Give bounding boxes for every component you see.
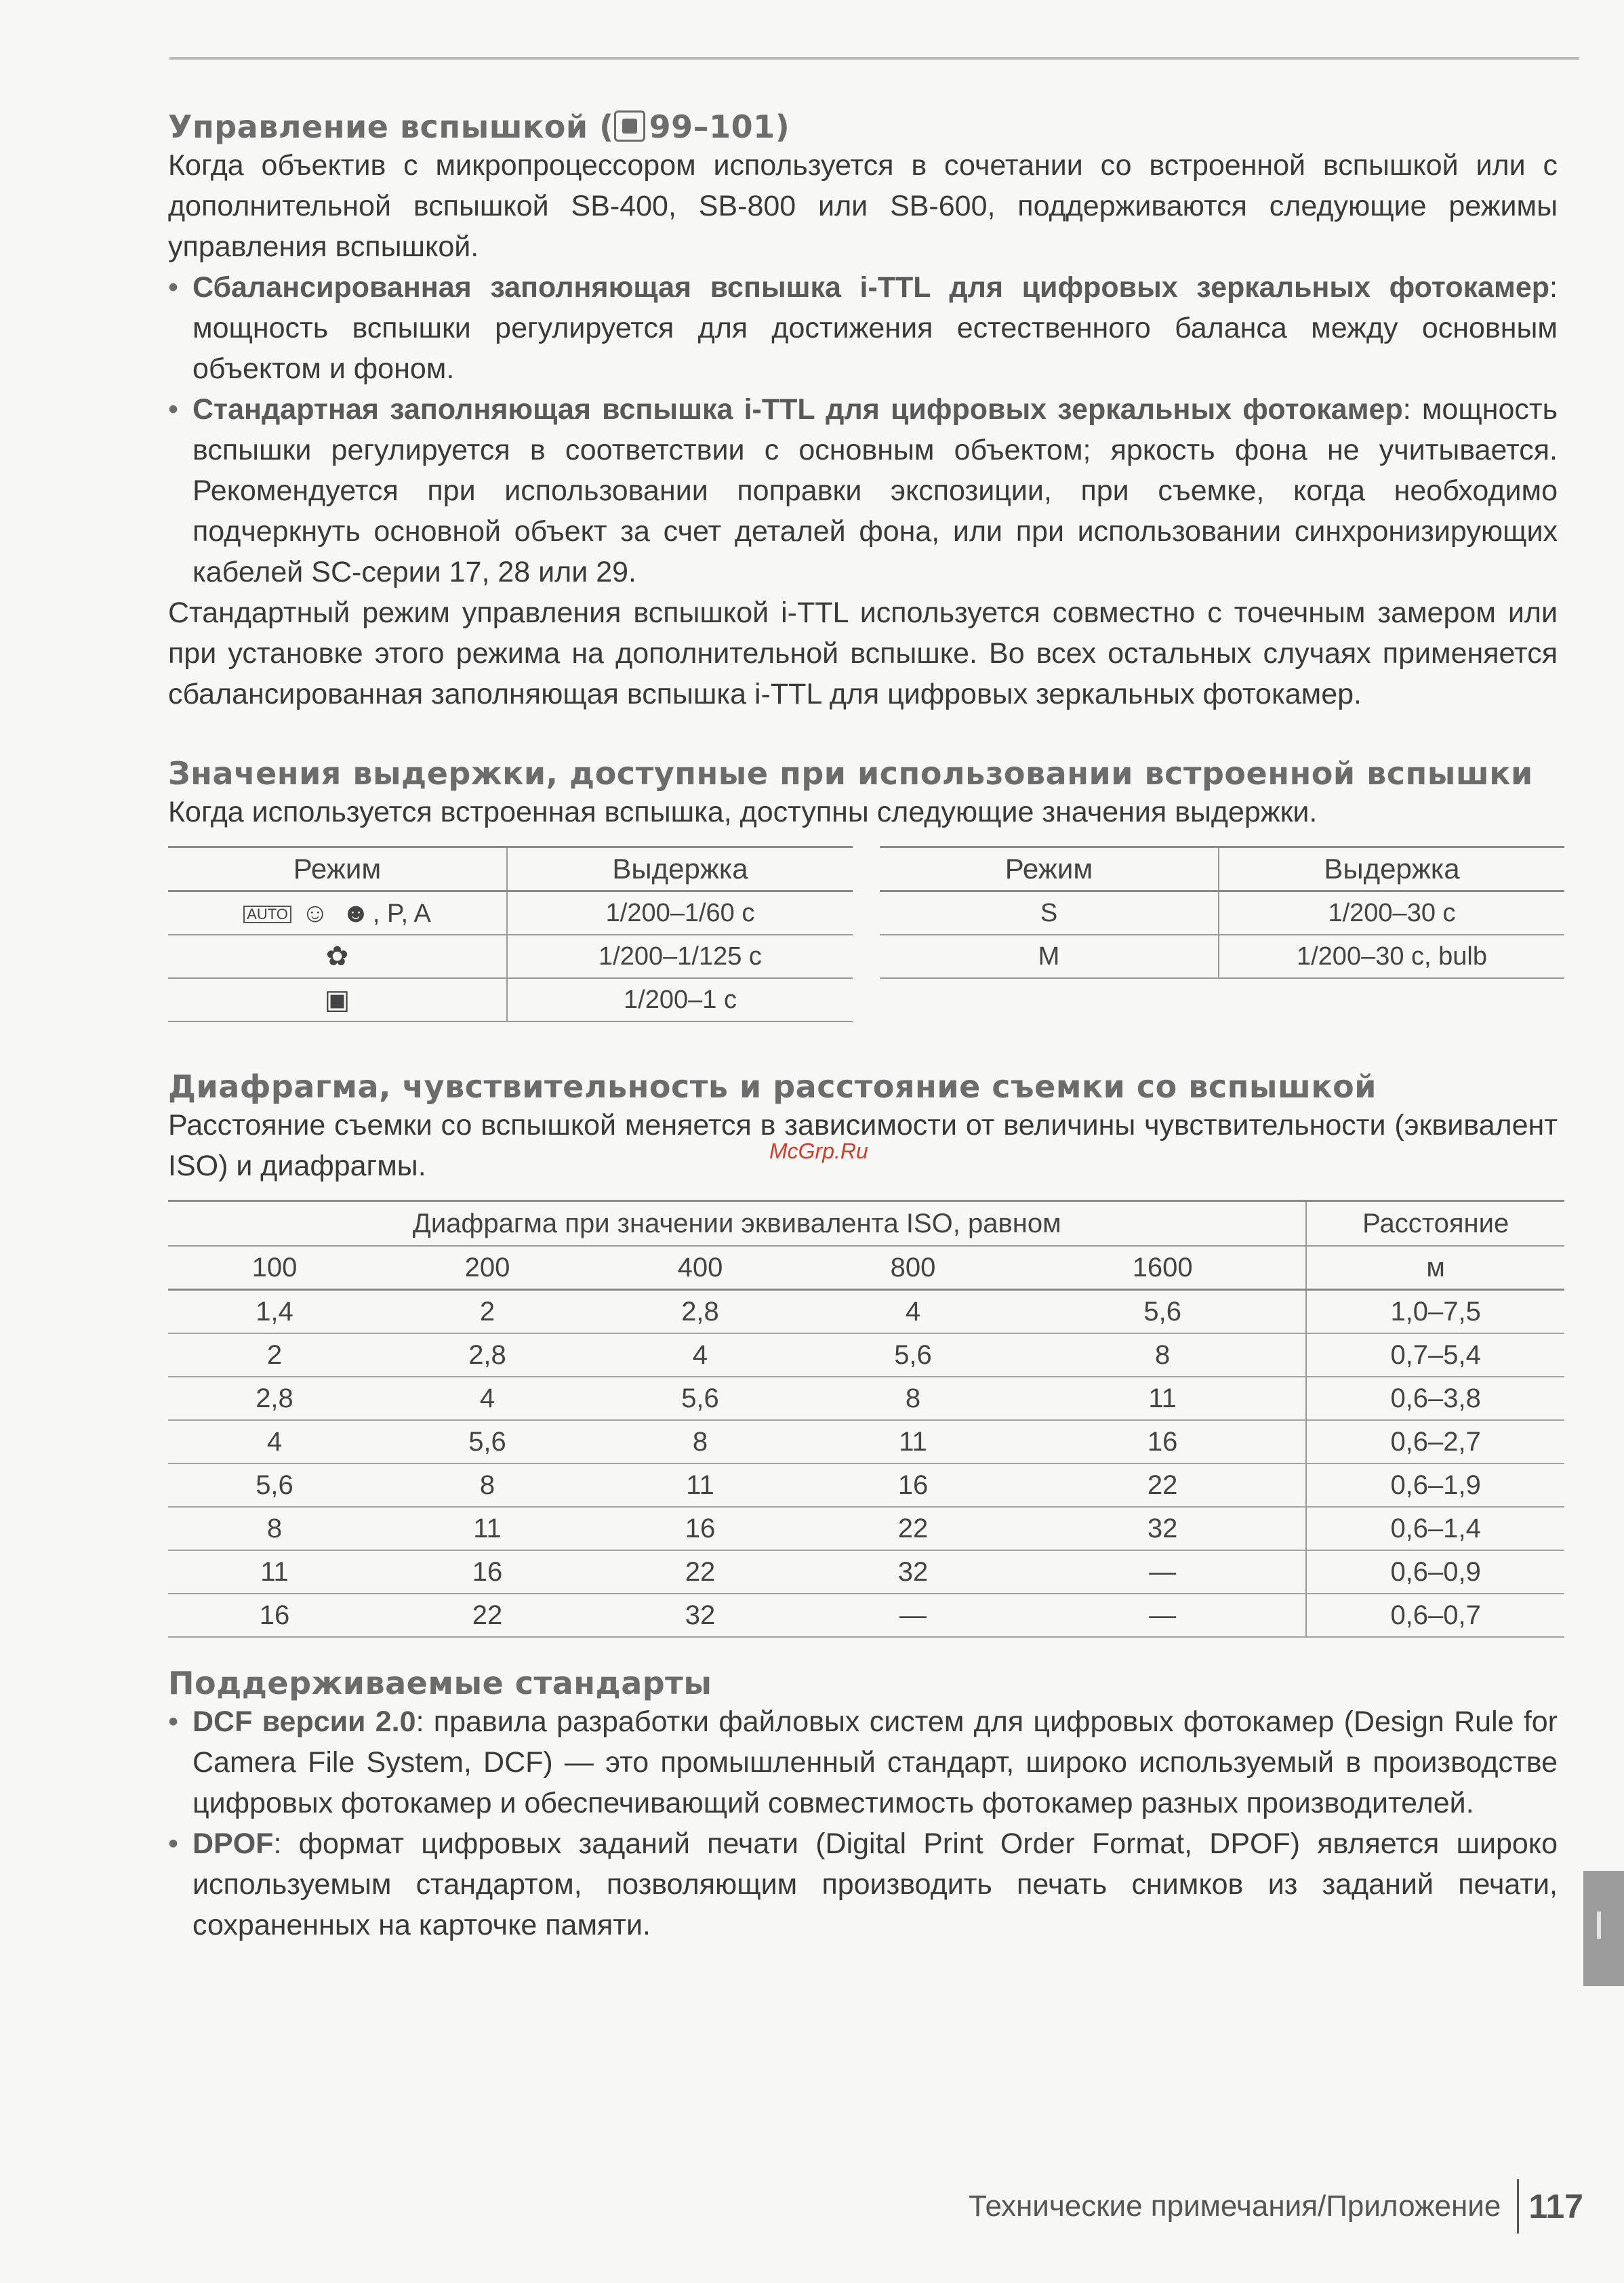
aperture-cell: 16 — [381, 1550, 594, 1594]
table-row — [168, 1550, 1564, 1594]
reference-icon — [614, 110, 645, 142]
list-item: • DPOF: формат цифровых заданий печати (Digital Print Order Format, DPOF) является широко используемым стандартом, позволяющим производить печать снимков из заданий печати, сохраненных на карточке памяти. — [168, 1823, 1558, 1945]
table-row: M 1/200–30 с, bulb — [880, 935, 1564, 978]
aperture-cell: — — [807, 1594, 1019, 1637]
aperture-cell: 16 — [1019, 1420, 1306, 1463]
aperture-cell: 5,6 — [168, 1463, 381, 1507]
table-row — [168, 1463, 1564, 1507]
watermark: McGrp.Ru — [769, 1139, 868, 1163]
shutter-table-left — [168, 846, 853, 1022]
child-mode-icon: ☻ — [341, 897, 370, 928]
aperture-cell: 16 — [594, 1507, 807, 1550]
table-row: ▣ 1/200–1 с — [168, 978, 853, 1022]
aperture-cell: 2 — [381, 1290, 594, 1334]
aperture-cell: 8 — [168, 1507, 381, 1550]
distance-cell: 0,6–3,8 — [1306, 1377, 1564, 1420]
aperture-cell: 5,6 — [1019, 1290, 1306, 1334]
aperture-cell: 4 — [807, 1290, 1019, 1334]
aperture-cell: 11 — [594, 1463, 807, 1507]
aperture-cell: — — [1019, 1550, 1306, 1594]
shutter-speed-intro: Когда используется встроенная вспышка, доступны следующие значения выдержки. — [168, 796, 1318, 828]
aperture-cell: 32 — [594, 1594, 807, 1637]
col-header-mode: Режим — [168, 847, 507, 891]
col-header-shutter: Выдержка — [1219, 847, 1564, 891]
page-number: 117 — [1528, 2187, 1583, 2225]
chapter-tab — [1583, 1871, 1624, 1986]
aperture-cell: 8 — [381, 1463, 594, 1507]
page-content — [168, 108, 1558, 1945]
list-item: • Стандартная заполняющая вспышка i-TTL для цифровых зеркальных фотокамер: мощность вспышки регулируется в соответствии с основным объектом; яркость фона не учитывается. Рекомендуется при использовании поправки экспозиции, при съемке, когда необходимо подчеркнуть основной объект за счет деталей фона, или при использовании синхронизирующих кабелей SC-серии 17, 28 или 29. — [168, 389, 1558, 592]
aperture-cell: 4 — [594, 1333, 807, 1377]
list-item: • Сбалансированная заполняющая вспышка i-TTL для цифровых зеркальных фотокамер: мощность вспышки регулируется для достижения естественного баланса между основным объектом и фоном. — [168, 267, 1558, 389]
col-header-mode: Режим — [880, 847, 1219, 891]
table-row — [168, 1290, 1564, 1334]
distance-cell: 0,6–1,9 — [1306, 1463, 1564, 1507]
table-row: ✿ 1/200–1/125 с — [168, 935, 853, 978]
standards-heading: Поддерживаемые стандарты — [168, 1665, 712, 1701]
aperture-cell: 32 — [807, 1550, 1019, 1594]
shutter-table-right — [880, 846, 1564, 979]
standards-section — [168, 1665, 1558, 1945]
night-portrait-mode-icon: ▣ — [324, 985, 350, 1015]
distance-header: Расстояние — [1306, 1201, 1564, 1247]
aperture-cell: 2 — [168, 1333, 381, 1377]
aperture-cell: 1,4 — [168, 1290, 381, 1334]
flash-control-section — [168, 108, 1558, 714]
aperture-cell: 22 — [594, 1550, 807, 1594]
distance-cell: 0,6–0,7 — [1306, 1594, 1564, 1637]
footer-divider — [1517, 2179, 1519, 2234]
aperture-cell: 32 — [1019, 1507, 1306, 1550]
flash-mode-list — [168, 267, 1558, 592]
shutter-speed-section — [168, 755, 1558, 1036]
portrait-mode-icon: ☺ — [301, 897, 329, 928]
table-row — [168, 1594, 1564, 1637]
aperture-heading: Диафрагма, чувствительность и расстояние съемки со вспышкой — [168, 1068, 1377, 1105]
footer-chapter-title: Технические примечания/Приложение — [969, 2189, 1501, 2223]
aperture-cell: 5,6 — [594, 1377, 807, 1420]
aperture-cell: 22 — [807, 1507, 1019, 1550]
aperture-cell: 2,8 — [594, 1290, 807, 1334]
iso-group-header: Диафрагма при значении эквивалента ISO, равном — [168, 1201, 1306, 1247]
shutter-speed-heading: Значения выдержки, доступные при использовании встроенной вспышки — [168, 755, 1533, 792]
aperture-table: Диафрагма при значении эквивалента ISO, равном Расстояние 100 200 400 800 1600 м 1,4 2 2,8 4 5,6 1,0–7,5 2 2,8 4 5,6 8 0,7–5,4 2,8 4 5,6 8 11 0,6–3,8 4 5,6 8 11 16 0,6–2,7 5,6 8 11 16 22 0,6–1,9 8 11 16 22 32 0,6–1,4 11 16 22 32 — 0,6–0,9 16 22 32 — — 0,6–0,7 — [168, 1200, 1564, 1638]
aperture-cell: 22 — [1019, 1463, 1306, 1507]
aperture-cell: 8 — [807, 1377, 1019, 1420]
aperture-cell: 11 — [1019, 1377, 1306, 1420]
aperture-cell: 22 — [381, 1594, 594, 1637]
aperture-intro: Расстояние съемки со вспышкой меняется в зависимости от величины чувствительности (эквивалент ISO) и диафрагмы. — [168, 1109, 1558, 1182]
aperture-table-body — [168, 1290, 1564, 1638]
distance-cell: 0,6–0,9 — [1306, 1550, 1564, 1594]
table-row — [168, 1333, 1564, 1377]
aperture-cell: 11 — [381, 1507, 594, 1550]
aperture-cell: 2,8 — [381, 1333, 594, 1377]
table-row: AUTO ☺ ☻ , P, A 1/200–1/60 с — [168, 891, 853, 935]
distance-cell: 0,6–2,7 — [1306, 1420, 1564, 1463]
standards-list — [168, 1701, 1558, 1945]
top-rule — [169, 57, 1579, 60]
aperture-cell: — — [1019, 1594, 1306, 1637]
table-row: S 1/200–30 с — [880, 891, 1564, 935]
aperture-cell: 2,8 — [168, 1377, 381, 1420]
auto-mode-icon: AUTO — [243, 906, 291, 923]
aperture-cell: 16 — [807, 1463, 1019, 1507]
closeup-mode-icon: ✿ — [325, 942, 349, 971]
aperture-cell: 16 — [168, 1594, 381, 1637]
flash-control-heading: Управление вспышкой ( 99–101) — [168, 108, 790, 145]
table-row — [168, 1377, 1564, 1420]
aperture-cell: 4 — [168, 1420, 381, 1463]
shutter-tables — [168, 846, 1558, 1036]
distance-cell: 0,7–5,4 — [1306, 1333, 1564, 1377]
distance-cell: 0,6–1,4 — [1306, 1507, 1564, 1550]
aperture-cell: 8 — [594, 1420, 807, 1463]
aperture-cell: 4 — [381, 1377, 594, 1420]
distance-cell: 1,0–7,5 — [1306, 1290, 1564, 1334]
table-row — [168, 1507, 1564, 1550]
page-footer — [969, 2179, 1583, 2234]
col-header-shutter: Выдержка — [507, 847, 853, 891]
flash-control-outro: Стандартный режим управления вспышкой i-TTL используется совместно с точечным замером или при установке этого режима на дополнительной вспышке. Во всех остальных случаях применяется сбалансированная заполняющая вспышка i-TTL для цифровых зеркальных фотокамер. — [168, 597, 1558, 710]
aperture-cell: 11 — [168, 1550, 381, 1594]
aperture-cell: 5,6 — [381, 1420, 594, 1463]
aperture-cell: 11 — [807, 1420, 1019, 1463]
aperture-cell: 8 — [1019, 1333, 1306, 1377]
aperture-cell: 5,6 — [807, 1333, 1019, 1377]
flash-control-intro: Когда объектив с микропроцессором используется в сочетании со встроенной вспышкой или с дополнительной вспышкой SB-400, SB-800 или SB-600, поддерживаются следующие режимы управления вспышкой. — [168, 149, 1558, 263]
list-item: • DCF версии 2.0: правила разработки файловых систем для цифровых фотокамер (Design Rule for Camera File System, DCF) — это промышленный стандарт, широко используемый в производстве цифровых фотокамер и обеспечивающий совместимость фотокамер разных производителей. — [168, 1701, 1558, 1823]
table-row — [168, 1420, 1564, 1463]
